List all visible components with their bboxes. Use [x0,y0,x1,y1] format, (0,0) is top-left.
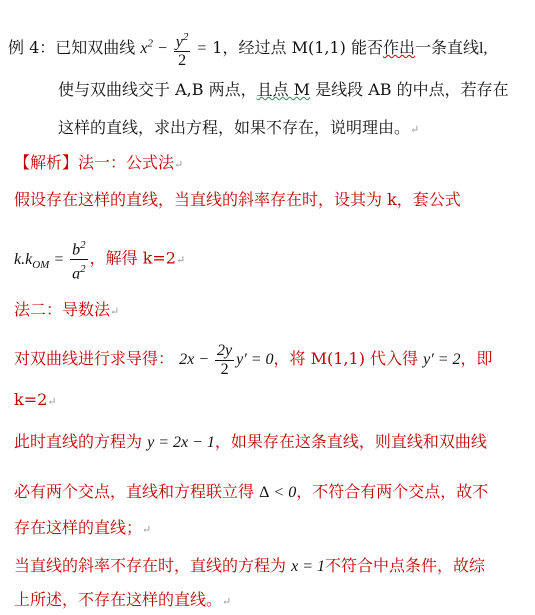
analysis-title: 【解析】 [14,153,79,172]
analysis-header [14,153,183,175]
problem-statement-rhs: 1，经过点 M(1,1) 能否 [212,37,383,57]
analysis-text-1: 假设存在这样的直线，当直线的斜率存在时，设其为 k，套公式 [14,190,461,209]
slope-formula-line [14,236,185,284]
analysis-line-3 [14,432,487,453]
paragraph-mark: ↵ [142,523,152,536]
paragraph-mark: ↵ [410,123,420,136]
problem-statement-a: 已知双曲线 [55,37,136,57]
analysis-line-7 [14,590,231,612]
slope-formula: $k.k_{OM}$ = $\frac{b^2}{a^2}$ [14,251,90,268]
analysis-line-6 [14,556,485,577]
line-equation: y = 2x − 1 [147,434,215,451]
paragraph-mark: ↵ [110,305,120,318]
analysis-line-5 [14,518,151,540]
result-2-value: k=2 [14,390,48,409]
analysis-text-4-prefix: 必有两个交点，直线和方程联立得 [14,482,255,501]
paragraph-mark: ↵ [222,595,232,608]
problem-line-3 [58,118,419,140]
problem-statement-e: 是线段 AB 的中点，若存在 [310,80,509,99]
problem-line-1: 例 4：已知双曲线 $x^2$ − $\frac{y^2}{2}$ = 1，经过点 M(1,1) 能否作出一条直线l, [8,28,487,70]
paragraph-mark: ↵ [174,158,184,171]
analysis-text-7: 上所述，不存在这样的直线。 [14,590,223,609]
hyperbola-equation: $x^2$ − $\frac{y^2}{2}$ = [140,40,207,57]
paragraph-mark: ↵ [175,253,186,267]
analysis-line-2 [14,342,493,379]
method-1-title: 法一：公式法 [78,153,175,172]
analysis-text-4-suffix: ，不符合有两个交点，故不 [296,482,489,501]
problem-line-2 [58,80,509,100]
problem-statement-d: 且点 M [256,80,311,99]
analysis-text-3-prefix: 此时直线的方程为 [14,432,143,451]
analysis-text-6-suffix: 不符合中点条件，故综 [325,556,486,575]
vertical-line-equation: x = 1 [291,558,326,575]
paragraph-mark: ↵ [47,395,57,408]
analysis-text-5: 存在这样的直线； [14,518,143,537]
wavy-underlined-text: 作出 [382,37,415,57]
problem-statement-c: 使与双曲线交于 A,B 两点， [58,80,257,99]
analysis-text-3-suffix: ，如果存在这条直线，则直线和双曲线 [214,432,487,451]
derivative-equation: 2x − $\frac{2y}{2}$ y′ = 0 [179,342,274,378]
analysis-text-2-mid: ，将 M(1,1) 代入得 [273,349,419,369]
analysis-text-2-prefix: 对双曲线进行求导得： [14,349,175,369]
analysis-line-4 [14,482,488,503]
problem-statement-f: 这样的直线，求出方程，如果不存在，说明理由。 [58,118,411,137]
method-2-title-line [14,300,119,322]
analysis-line-2b [14,390,57,412]
analysis-text-6-prefix: 当直线的斜率不存在时，直线的方程为 [14,556,287,575]
result-1-value: k=2 [142,248,176,268]
result-1-prefix: ，解得 [89,248,143,268]
problem-statement-b: 一条直线 [414,37,479,57]
derivative-value: y′ = 2 [423,351,461,369]
problem-label: 例 4： [8,37,56,57]
analysis-line-1 [14,190,461,210]
discriminant-inequality: Δ < 0 [259,484,297,501]
method-2-title: 法二：导数法 [14,300,111,319]
analysis-text-2-tail: ，即 [460,349,493,369]
